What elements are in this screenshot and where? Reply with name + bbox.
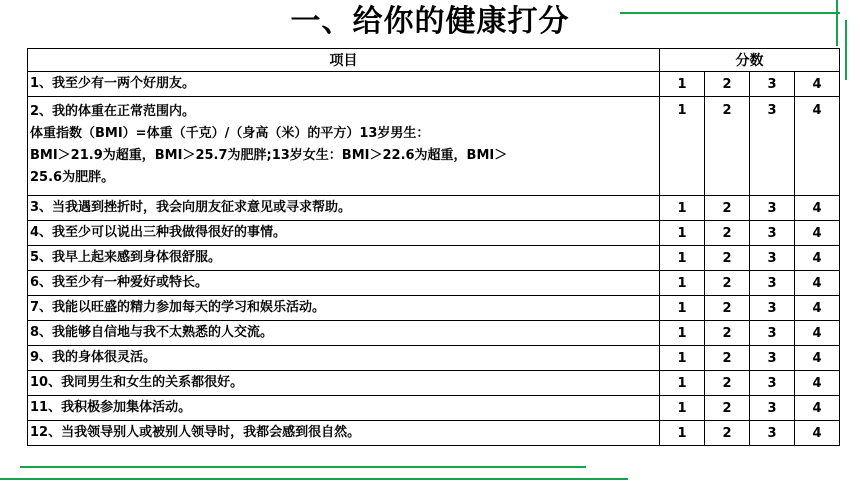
item-text <box>28 321 660 346</box>
item-text <box>28 72 660 97</box>
score-cell[interactable]: 1 <box>660 246 705 271</box>
item-text <box>28 246 660 271</box>
item-line: 6、我至少有一种爱好或特长。 <box>30 275 209 290</box>
score-cell[interactable]: 4 <box>795 221 840 246</box>
score-cell[interactable]: 2 <box>705 72 750 97</box>
item-line: 体重指数（BMI）=体重（千克）/（身高（米）的平方）13岁男生： <box>30 126 430 141</box>
score-cell[interactable]: 2 <box>705 371 750 396</box>
item-line: 3、当我遇到挫折时，我会向朋友征求意见或寻求帮助。 <box>30 200 352 215</box>
item-text <box>28 196 660 221</box>
table-row <box>28 321 840 346</box>
score-cell[interactable]: 2 <box>705 221 750 246</box>
score-cell[interactable]: 2 <box>705 97 750 196</box>
score-cell[interactable]: 4 <box>795 371 840 396</box>
decor-line-bottom-1 <box>20 466 586 468</box>
item-line: 2、我的体重在正常范围内。 <box>30 104 196 119</box>
table-row <box>28 346 840 371</box>
decor-line-right <box>845 20 847 80</box>
score-cell[interactable]: 1 <box>660 371 705 396</box>
score-cell[interactable]: 4 <box>795 296 840 321</box>
score-cell[interactable]: 4 <box>795 321 840 346</box>
score-cell[interactable]: 3 <box>750 72 795 97</box>
item-text <box>28 421 660 446</box>
item-line: 11、我积极参加集体活动。 <box>30 400 192 415</box>
score-cell[interactable]: 2 <box>705 196 750 221</box>
score-cell[interactable]: 1 <box>660 72 705 97</box>
decor-line-top <box>620 12 840 14</box>
score-cell[interactable]: 4 <box>795 421 840 446</box>
score-cell[interactable]: 2 <box>705 396 750 421</box>
item-line: 8、我能够自信地与我不太熟悉的人交流。 <box>30 325 274 340</box>
score-cell[interactable]: 2 <box>705 421 750 446</box>
score-cell[interactable]: 2 <box>705 296 750 321</box>
score-cell[interactable]: 4 <box>795 246 840 271</box>
item-line: 25.6为肥胖。 <box>30 170 115 185</box>
table-row <box>28 97 840 196</box>
score-cell[interactable]: 3 <box>750 396 795 421</box>
table-row <box>28 421 840 446</box>
table-row <box>28 371 840 396</box>
item-line: 7、我能以旺盛的精力参加每天的学习和娱乐活动。 <box>30 300 326 315</box>
item-text <box>28 221 660 246</box>
header-score: 分数 <box>660 49 840 72</box>
item-text <box>28 97 660 196</box>
table-row <box>28 396 840 421</box>
score-cell[interactable]: 3 <box>750 296 795 321</box>
item-text <box>28 396 660 421</box>
table-row <box>28 221 840 246</box>
score-cell[interactable]: 4 <box>795 196 840 221</box>
score-cell[interactable]: 1 <box>660 97 705 196</box>
score-cell[interactable]: 1 <box>660 321 705 346</box>
score-cell[interactable]: 1 <box>660 296 705 321</box>
item-line: 5、我早上起来感到身体很舒服。 <box>30 250 222 265</box>
score-cell[interactable]: 1 <box>660 196 705 221</box>
item-text <box>28 371 660 396</box>
score-cell[interactable]: 3 <box>750 321 795 346</box>
score-cell[interactable]: 3 <box>750 221 795 246</box>
header-item: 项目 <box>28 49 660 72</box>
score-cell[interactable]: 3 <box>750 246 795 271</box>
score-cell[interactable]: 2 <box>705 321 750 346</box>
score-cell[interactable]: 2 <box>705 246 750 271</box>
score-cell[interactable]: 3 <box>750 271 795 296</box>
item-line: 12、当我领导别人或被别人领导时，我都会感到很自然。 <box>30 425 361 440</box>
item-line: 1、我至少有一两个好朋友。 <box>30 76 196 91</box>
score-cell[interactable]: 3 <box>750 421 795 446</box>
item-text <box>28 296 660 321</box>
score-cell[interactable]: 3 <box>750 371 795 396</box>
table-row <box>28 271 840 296</box>
score-cell[interactable]: 3 <box>750 97 795 196</box>
score-cell[interactable]: 1 <box>660 421 705 446</box>
score-cell[interactable]: 1 <box>660 346 705 371</box>
score-cell[interactable]: 4 <box>795 271 840 296</box>
item-line: 9、我的身体很灵活。 <box>30 350 157 365</box>
table-header-row <box>28 49 840 72</box>
item-line: BMI＞21.9为超重，BMI＞25.7为肥胖;13岁女生：BMI＞22.6为超重，BMI＞ <box>30 148 508 163</box>
decor-line-bottom-2 <box>0 478 628 480</box>
item-line: 4、我至少可以说出三种我做得很好的事情。 <box>30 225 287 240</box>
score-cell[interactable]: 1 <box>660 221 705 246</box>
score-cell[interactable]: 1 <box>660 271 705 296</box>
score-cell[interactable]: 4 <box>795 97 840 196</box>
item-text <box>28 346 660 371</box>
item-line: 10、我同男生和女生的关系都很好。 <box>30 375 244 390</box>
table-row <box>28 196 840 221</box>
item-text <box>28 271 660 296</box>
page-title: 一、给你的健康打分 <box>290 4 570 39</box>
score-cell[interactable]: 3 <box>750 346 795 371</box>
table-row <box>28 246 840 271</box>
score-cell[interactable]: 2 <box>705 271 750 296</box>
table-row <box>28 296 840 321</box>
score-cell[interactable]: 4 <box>795 346 840 371</box>
score-cell[interactable]: 4 <box>795 72 840 97</box>
score-cell[interactable]: 3 <box>750 196 795 221</box>
score-cell[interactable]: 1 <box>660 396 705 421</box>
score-cell[interactable]: 4 <box>795 396 840 421</box>
health-score-table <box>27 48 840 446</box>
score-cell[interactable]: 2 <box>705 346 750 371</box>
table-row <box>28 72 840 97</box>
decor-line-top-right <box>836 0 838 46</box>
